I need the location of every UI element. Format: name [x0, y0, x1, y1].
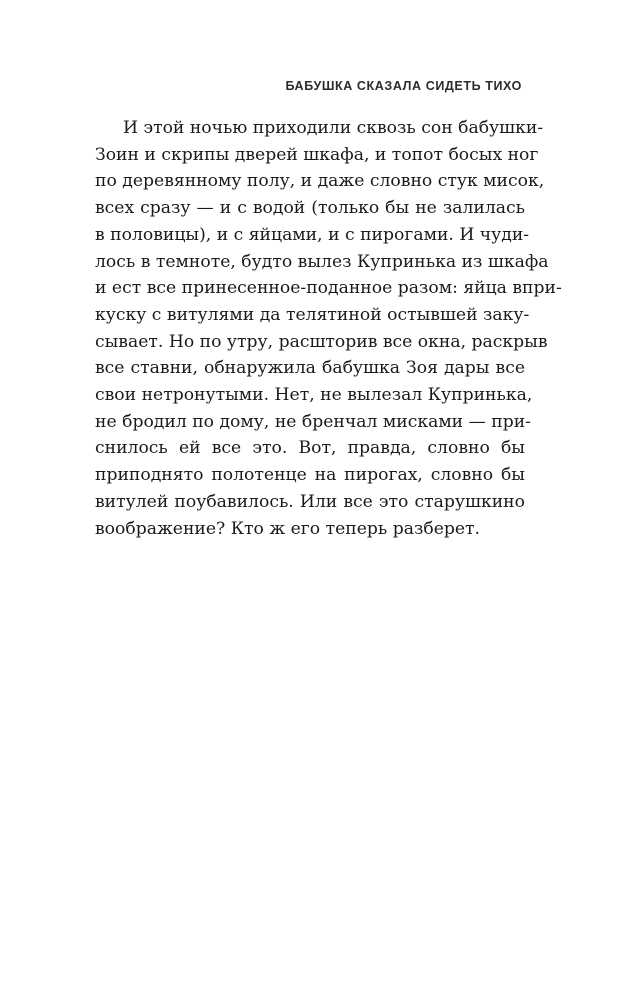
text-line: по деревянному полу, и даже словно стук мисок, — [95, 171, 545, 192]
text-line: всех сразу — и с водой (только бы не залилась — [95, 198, 525, 219]
text-line: воображение? Кто ж его теперь разберет. — [95, 518, 481, 539]
text-line: витулей поубавилось. Или все это старушкино — [95, 491, 525, 512]
text-line: не бродил по дому, не бренчал мисками — при- — [95, 411, 531, 432]
text-line: свои нетронутыми. Нет, не вылезал Купринька, — [95, 385, 533, 406]
text-line: в половицы), и с яйцами, и с пирогами. И чуди- — [95, 224, 530, 245]
text-line: И этой ночью приходили сквозь сон бабушки- — [123, 118, 544, 138]
text-line: приподнято полотенце на пирогах, словно бы — [95, 465, 525, 486]
text-line: все ставни, обнаружила бабушка Зоя дары все — [95, 358, 525, 379]
text-line: сывает. Но по утру, расшторив все окна, раскрыв — [95, 331, 548, 352]
text-line: снилось ей все это. Вот, правда, словно бы — [95, 438, 525, 459]
text-line: куску с витулями да телятиной остывшей заку- — [95, 304, 530, 325]
paragraph — [95, 115, 562, 542]
running-header: БАБУШКА СКАЗАЛА СИДЕТЬ ТИХО — [285, 79, 522, 93]
text-line: и ест все принесенное-поданное разом: яйца впри- — [95, 278, 562, 299]
text-line: Зоин и скрипы дверей шкафа, и топот босых ног — [95, 144, 539, 165]
text-line: лось в темноте, будто вылез Купринька из шкафа — [95, 251, 549, 272]
